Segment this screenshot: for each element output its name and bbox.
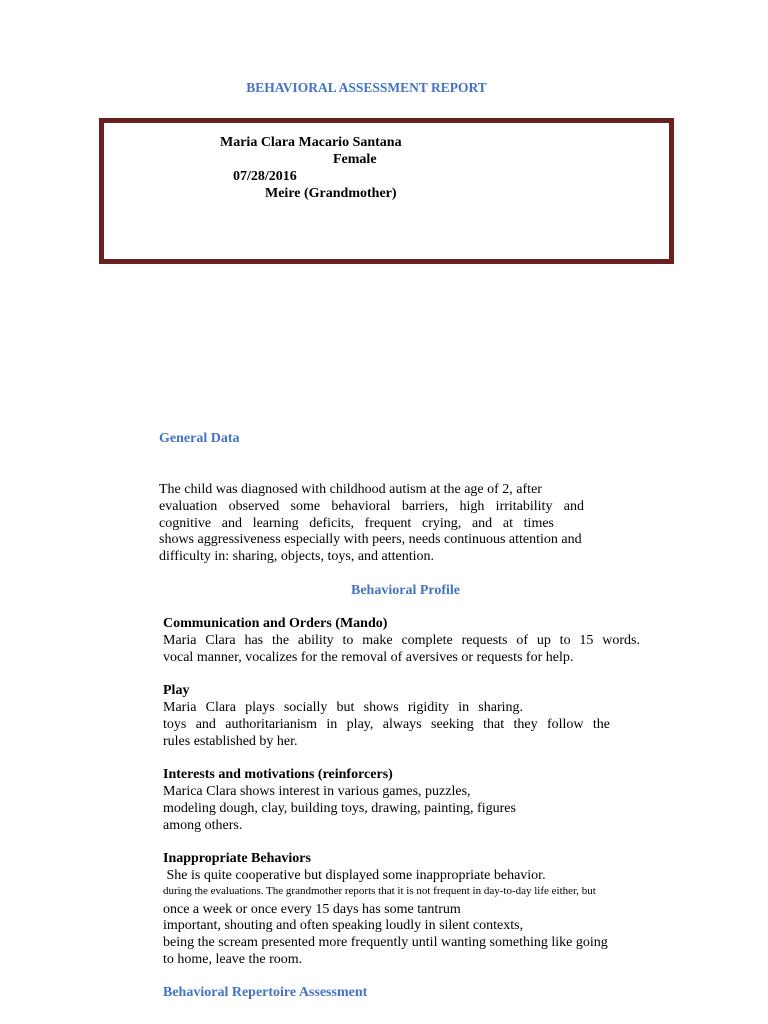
play-line: rules established by her. <box>163 734 298 749</box>
general-data-line: difficulty in: sharing, objects, toys, and attention. <box>159 549 435 564</box>
report-title: BEHAVIORAL ASSESSMENT REPORT <box>246 80 487 95</box>
informant: Meire (Grandmother) <box>265 186 397 201</box>
play-line: Maria Clara plays socially but shows rigidity in sharing. <box>163 700 523 715</box>
general-data-line: The child was diagnosed with childhood autism at the age of 2, after <box>159 482 542 497</box>
play-title: Play <box>163 683 190 698</box>
interests-line: among others. <box>163 818 243 833</box>
inappropriate-title: Inappropriate Behaviors <box>163 851 311 866</box>
interests-line: modeling dough, clay, building toys, drawing, painting, figures <box>163 801 516 816</box>
child-sex: Female <box>333 152 377 167</box>
communication-line: Maria Clara has the ability to make complete requests of up to 15 words. <box>163 633 640 648</box>
communication-line: vocal manner, vocalizes for the removal of aversives or requests for help. <box>163 650 574 665</box>
general-data-line: cognitive and learning deficits, frequent crying, and at times <box>159 516 554 531</box>
play-line: toys and authoritarianism in play, always seeking that they follow the <box>163 717 610 732</box>
interests-line: Marica Clara shows interest in various games, puzzles, <box>163 784 471 799</box>
inappropriate-line: once a week or once every 15 days has some tantrum <box>163 902 461 917</box>
behavioral-profile-heading: Behavioral Profile <box>351 583 460 598</box>
inappropriate-line: being the scream presented more frequently until wanting something like going <box>163 935 608 950</box>
general-data-line: evaluation observed some behavioral barriers, high irritability and <box>159 499 584 514</box>
general-data-line: shows aggressiveness especially with peers, needs continuous attention and <box>159 532 582 547</box>
child-name: Maria Clara Macario Santana <box>220 135 402 150</box>
interests-title: Interests and motivations (reinforcers) <box>163 767 393 782</box>
general-data-heading: General Data <box>159 431 240 446</box>
inappropriate-line: important, shouting and often speaking loudly in silent contexts, <box>163 918 524 933</box>
inappropriate-line: during the evaluations. The grandmother reports that it is not frequent in day-to-day life either, but <box>163 885 596 897</box>
communication-title: Communication and Orders (Mando) <box>163 616 388 631</box>
child-birth-date: 07/28/2016 <box>233 169 297 184</box>
repertoire-assessment-heading: Behavioral Repertoire Assessment <box>163 985 368 1000</box>
inappropriate-line: She is quite cooperative but displayed some inappropriate behavior. <box>163 868 546 883</box>
inappropriate-line: to home, leave the room. <box>163 952 303 967</box>
